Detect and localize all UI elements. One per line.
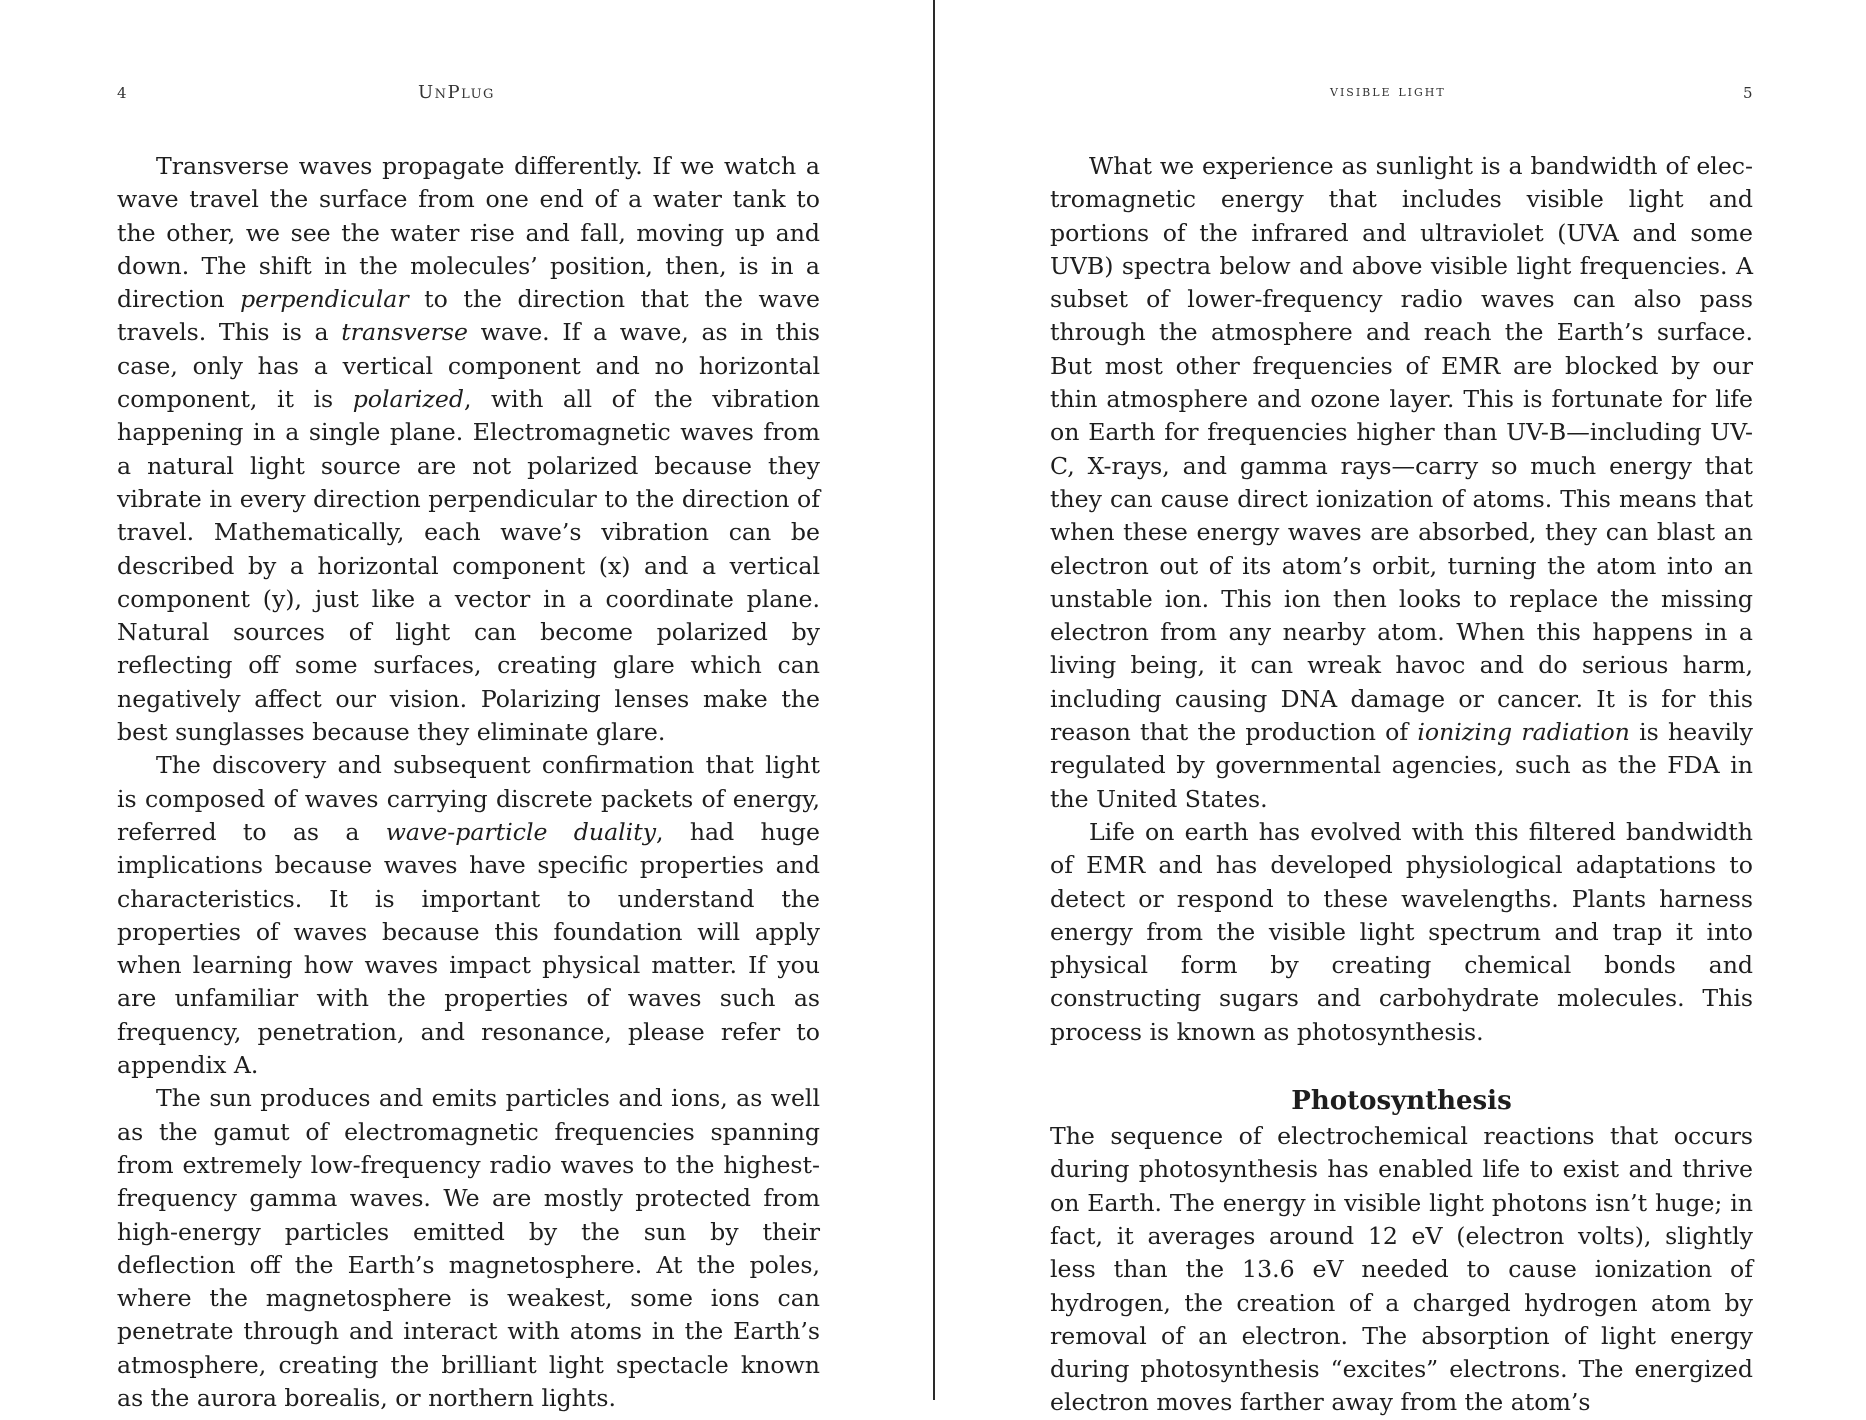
text-run: Life on earth has evolved with this filtered bandwidth of EMR and has developed physiological adaptations to detect or respond to these wavelengths. Plants harness energy from the visible light spectrum and trap it into physical form by creating chemical bonds and constructing sugars and carbohydrate molecules. This process is known as photosynthesis. [1050,817,1753,1046]
text-run: , had huge implications because waves have specific properties and characteristics. It is important to understand the properties of waves because this foundation will apply when learning how waves impact physical matter. If you are unfamiliar with the properties of waves such as frequency, penetration, and resonance, please refer to appendix A. [117,817,820,1080]
body-text [117,150,820,1415]
italic-text: ionizing radiation [1417,718,1630,747]
text-run: The sun produces and emits particles and ions, as well as the gamut of electromagnetic frequencies spanning from extremely low-frequency radio waves to the highest-frequency gamma waves. We are mostly protected from high-energy particles emitted by the sun by their deflection off the Earth’s magnetosphere. At the poles, where the magnetosphere is weakest, some ions can penetrate through and interact with atoms in the Earth’s atmosphere, creating the brilliant light spectacle known as the aurora borealis, or northern lights. [117,1084,820,1412]
paragraph [117,1082,820,1415]
italic-text: polarized [352,385,464,414]
page-number: 5 [1743,84,1753,102]
italic-text: transverse [341,318,468,347]
text-run: is heavily regulated by governmental agencies, such as the FDA in the United States. [1050,718,1753,813]
text-run: to the direction that the wave travels. This is a [117,285,821,347]
text-run: The sequence of electrochemical reactions that occurs during photosynthesis has enabled life to exist and thrive on Earth. The energy in visible light photons isn’t huge; in fact, it averages around 12 eV (electron volts), slightly less than the 13.6 eV needed to cause ionization of hydrogen, the creation of a charged hydrogen atom by removal of an electron. The absorption of light energy during photosynthesis “excites” electrons. The energized electron moves farther away from the atom’s [1050,1122,1753,1417]
text-run: What we experience as sunlight is a bandwidth of electromagnetic energy that includes visible light and portions of the infrared and ultraviolet (UVA and some UVB) spectra below and above visible light frequencies. A subset of lower-frequency radio waves can also pass through the atmosphere and reach the Earth’s surface. But most other frequencies of EMR are blocked by our thin atmosphere and ozone layer. This is fortunate for life on Earth for frequencies higher than UV-B—including UV-C, X-rays, and gamma rays—carry so much energy that they can cause direct ionization of atoms. This means that when these energy waves are absorbed, they can blast an electron out of its atom’s orbit, turning the atom into an unstable ion. This ion then looks to replace the missing electron from any nearby atom. When this happens in a living being, it can wreak havoc and do serious harm, including causing DNA damage or cancer. It is for this reason that the production of [1050,152,1753,747]
italic-text: perpendicular [240,285,409,314]
paragraph [1050,1120,1753,1420]
body-text [1050,150,1753,1420]
paragraph [117,749,820,1082]
paragraph [1050,816,1753,1049]
paragraph [117,150,820,749]
paragraph [1050,150,1753,816]
text-run: Transverse waves propagate differently. If we watch a wave travel the surface from one end of a water tank to the other, we see the water rise and fall, moving up and down. The shift in the molecules’ position, then, is in a direction [117,152,820,314]
right-page [935,0,1866,1417]
text-run: , with all of the vibration happening in a single plane. Electromagnetic waves from a natural light source are not polarized because they vibrate in every direction perpendicular to the direction of travel. Mathematically, each wave’s vibration can be described by a horizontal component (x) and a vertical component (y), just like a vector in a coordinate plane. Natural sources of light can become polarized by reflecting off some surfaces, creating glare which can negatively affect our vision. Polarizing lenses make the best sunglasses because they eliminate glare. [117,385,820,747]
running-head: UnPlug [418,82,495,103]
running-head: visible light [1330,82,1446,100]
italic-text: wave-particle duality [385,817,657,846]
section-heading: Photosynthesis [1291,1086,1512,1117]
left-page [0,0,933,1412]
text-run: wave. If a wave, as in this case, only has a vertical component and no horizontal component, it is [117,318,820,414]
page-number: 4 [117,84,127,102]
text-run: The discovery and subsequent confirmation that light is composed of waves carrying discrete packets of energy, referred to as a [117,751,820,846]
